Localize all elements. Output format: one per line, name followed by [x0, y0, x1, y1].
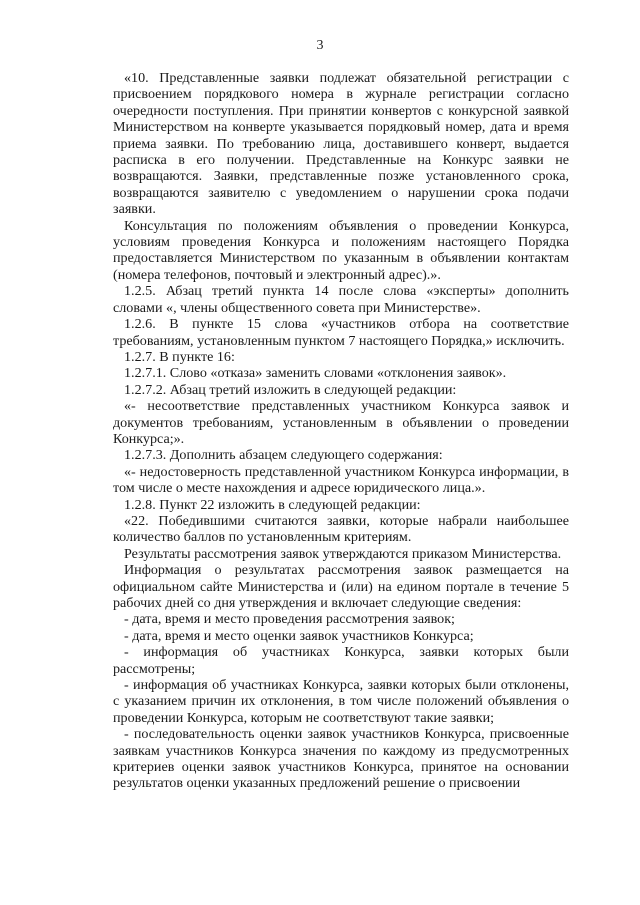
paragraph-1-2-8: 1.2.8. Пункт 22 изложить в следующей редакции: — [124, 496, 421, 513]
list-item-rejected-participants: - информация об участниках Конкурса, заявки которых были отклонены, с указанием причин их отклонения, в том числе положений объявления о проведении Конкурса, которым не соответствуют такие заявки; — [113, 677, 569, 726]
paragraph-results-approval: Результаты рассмотрения заявок утверждаются приказом Министерства. — [124, 545, 562, 562]
paragraph-1-2-7-1: 1.2.7.1. Слово «отказа» заменить словами «отклонения заявок». — [124, 365, 507, 382]
paragraph-1-2-7-3: 1.2.7.3. Дополнить абзацем следующего содержания: — [124, 447, 443, 464]
paragraph-1-2-7: 1.2.7. В пункте 16: — [124, 348, 235, 365]
paragraph-1-2-5: 1.2.5. Абзац третий пункта 14 после слова «эксперты» дополнить словами «, члены общественного совета при Министерстве». — [113, 283, 569, 316]
list-item-review-date: - дата, время и место проведения рассмотрения заявок; — [124, 611, 455, 628]
paragraph-quoted-inaccuracy: «- недостоверность представленной участником Конкурса информации, в том числе о месте нахождения и адресе юридического лица.». — [113, 463, 569, 497]
paragraph-results-publication: Информация о результатах рассмотрения заявок размещается на официальном сайте Министерства и (или) на едином портале в течение 5 рабочих дней со дня утверждения и включает следующие сведения: — [113, 562, 569, 611]
page-number: 3 — [316, 38, 324, 53]
paragraph-clause-22: «22. Победившими считаются заявки, которые набрали наибольшее количество баллов по установленным критериям. — [113, 512, 569, 546]
list-item-evaluation-sequence: - последовательность оценки заявок участников Конкурса, присвоенные заявкам участников Конкурса значения по каждому из предусмотренных критериев оценки заявок участников Конкурса, принятое на основании результатов оценки указанных предложений решение о присвоении — [113, 726, 569, 792]
list-item-reviewed-participants: - информация об участниках Конкурса, заявки которых были рассмотрены; — [113, 644, 569, 677]
list-item-evaluation-date: - дата, время и место оценки заявок участников Конкурса; — [124, 627, 474, 644]
paragraph-consultation: Консультация по положениям объявления о проведении Конкурса, условиям проведения Конкурса и положениям настоящего Порядка предоставляется Министерством по указанным в объявлении контактам (номера телефонов, почтовый и электронный адрес).». — [113, 217, 569, 283]
paragraph-1-2-7-2: 1.2.7.2. Абзац третий изложить в следующей редакции: — [124, 381, 457, 398]
document-body — [113, 70, 569, 792]
paragraph-clause-10: «10. Представленные заявки подлежат обязательной регистрации с присвоением порядкового номера в журнале регистрации согласно очередности поступления. При принятии конвертов с конкурсной заявкой Министерством на конверте указывается порядковый номер, дата и время приема заявки. По требованию лица, доставившего конверт, выдается расписка в его получении. Представленные на Конкурс заявки не возвращаются. Заявки, представленные позже установленного срока, возвращаются заявителю с уведомлением о нарушении срока подачи заявки. — [113, 70, 569, 218]
paragraph-1-2-6: 1.2.6. В пункте 15 слова «участников отбора на соответствие требованиям, установленным пунктом 7 настоящего Порядка,» исключить. — [113, 316, 569, 349]
paragraph-quoted-noncompliance: «- несоответствие представленных участником Конкурса заявок и документов требованиям, установленным в объявлении о проведении Конкурса;». — [113, 398, 569, 447]
